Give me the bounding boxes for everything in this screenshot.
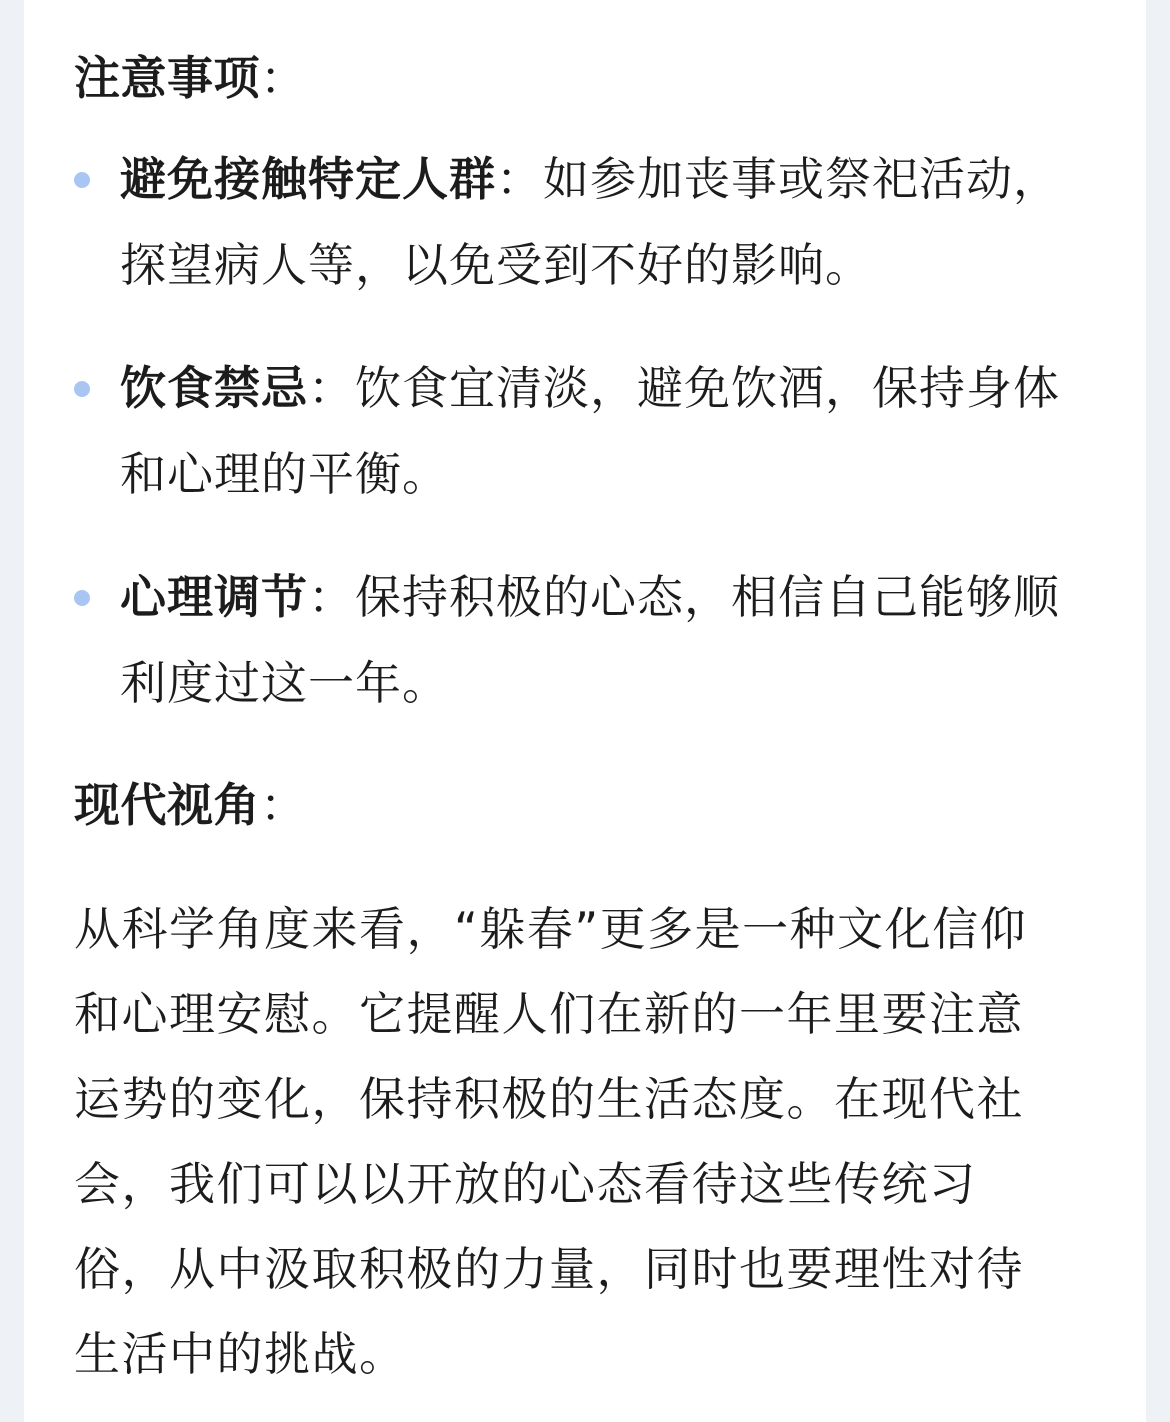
bullet-term: 心理调节 — [120, 570, 308, 624]
bullet-dot-icon — [74, 172, 90, 188]
bullet-separator: ： — [496, 152, 543, 206]
bullet-body: 饮食宜清淡，避免饮酒，保持身体和心理的平衡。 — [120, 361, 1060, 501]
list-item — [74, 136, 1064, 308]
notes-heading-colon: ： — [260, 51, 307, 105]
list-item — [74, 345, 1064, 517]
article-content — [74, 36, 1064, 1397]
bullet-separator: ： — [308, 570, 355, 624]
modern-heading — [74, 763, 1064, 847]
bullet-body: 如参加丧事或祭祀活动，探望病人等，以免受到不好的影响。 — [120, 152, 1060, 292]
bullet-dot-icon — [74, 590, 90, 606]
notes-list — [74, 136, 1064, 726]
list-item — [74, 554, 1064, 726]
bullet-term: 饮食禁忌 — [120, 361, 308, 415]
modern-section — [74, 763, 1064, 1397]
bullet-separator: ： — [308, 361, 355, 415]
notes-heading — [74, 36, 1064, 120]
content-card — [24, 0, 1146, 1422]
modern-heading-text: 现代视角 — [74, 778, 260, 832]
notes-heading-text: 注意事项 — [74, 51, 260, 105]
modern-heading-colon: ： — [260, 778, 307, 832]
modern-paragraph: 从科学角度来看，“躲春”更多是一种文化信仰和心理安慰。它提醒人们在新的一年里要注意运势的变化，保持积极的生活态度。在现代社会，我们可以以开放的心态看待这些传统习俗，从中汲取积极的力量，同时也要理性对待生活中的挑战。 — [74, 902, 1028, 1381]
bullet-term: 避免接触特定人群 — [120, 152, 496, 206]
bullet-dot-icon — [74, 381, 90, 397]
bullet-body: 保持积极的心态，相信自己能够顺利度过这一年。 — [120, 570, 1060, 710]
